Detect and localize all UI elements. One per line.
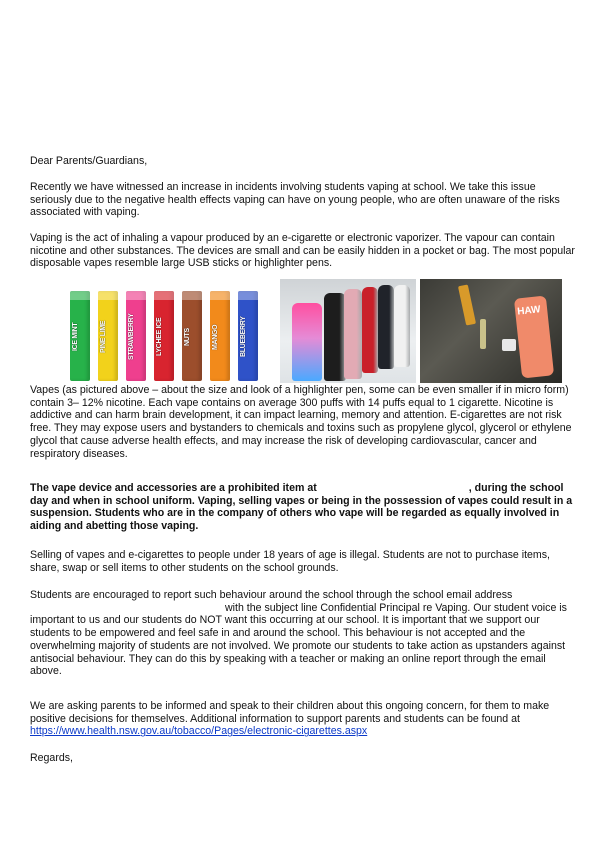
prohibited-text-end: , during the school day and when in school uniform. Vaping, selling vapes or being in the possession of vapes could result in a suspension. Students who are in the company of others who vape will be regarded as equally involved in aiding and abetting those vaping. [30, 482, 573, 533]
paragraph-illegal-sale: Selling of vapes and e-cigarettes to people under 18 years of age is illegal. Students are not to purchase items, share, swap or sell items to other students on the school grounds. [30, 549, 550, 574]
confiscated-vapes-photo [420, 279, 562, 383]
pod-vape [378, 285, 394, 369]
paragraph-prohibited [30, 482, 575, 533]
vape-stick-cap [98, 291, 118, 300]
reporting-text-start: Students are encouraged to report such behaviour around the school through the school email address [30, 589, 513, 601]
paragraph-nicotine-facts: Vapes (as pictured above – about the size and look of a highlighter pen, some can be even smaller if in micro form) contain 3– 12% nicotine. Each vape contains on average 300 puffs with 14 puffs equal to 1 cigarette. Nicotine is addictive and can harm brain development, it can impact learning, memory and attention. E-cigarettes are not risk free. They may expose users and bystanders to chemicals and toxins such as propylene glycol, glycerol or ethylene glycol that cause adverse health effects, and may increase the risk of developing cardiovascular, cancer and respiratory diseases. [30, 384, 572, 460]
vape-stick [154, 291, 174, 381]
vape-brand-label: HAW [516, 304, 542, 318]
paragraph-increase: Recently we have witnessed an increase in incidents involving students vaping at school. We take this issue seriously due to the negative health effects vaping can have on young people, who are often unaware of the risks associated with vaping. [30, 181, 560, 219]
parents-text: We are asking parents to be informed and speak to their children about this ongoing concern, for them to make positive decisions for themselves. Additional information to support parents and students can be found at [30, 700, 550, 725]
vape-stick-label: NUTS [184, 328, 191, 346]
orange-vape-shell [514, 296, 554, 379]
vape-stick [126, 291, 146, 381]
vape-stick-cap [154, 291, 174, 300]
paragraph-parents [30, 700, 575, 738]
pod-vape [292, 303, 322, 381]
pod-vape [394, 285, 410, 367]
pod-vapes-photo [280, 279, 416, 383]
salutation: Dear Parents/Guardians, [30, 155, 148, 167]
vape-stick-label: MANGO [212, 324, 219, 350]
broken-vape-part [458, 284, 476, 325]
paragraph-what-is-vaping: Vaping is the act of inhaling a vapour produced by an e-cigarette or electronic vaporizer. The vapour can contain nicotine and other substances. The devices are small and can be easily hidden in a pocket or bag. The most popular disposable vapes resemble large USB sticks or highlighter pens. [30, 232, 575, 270]
nsw-health-link[interactable]: https://www.health.nsw.gov.au/tobacco/Pages/electronic-cigarettes.aspx [30, 725, 368, 738]
vape-stick-cap [210, 291, 230, 300]
vape-stick [182, 291, 202, 381]
closing: Regards, [30, 752, 73, 764]
vape-stick-label: BLUEBERRY [240, 316, 247, 358]
pod-vape [362, 287, 378, 373]
vape-stick-cap [238, 291, 258, 300]
vape-images [66, 279, 562, 383]
vape-tip [502, 339, 516, 351]
vape-cartridge [480, 319, 486, 349]
pod-vape [324, 293, 346, 381]
vape-stick [210, 291, 230, 381]
disposable-vapes-photo [66, 279, 276, 383]
vape-stick-label: ICE MINT [72, 322, 79, 352]
prohibited-text-start: The vape device and accessories are a prohibited item at [30, 482, 317, 494]
vape-stick [98, 291, 118, 381]
vape-stick-cap [126, 291, 146, 300]
vape-stick-cap [182, 291, 202, 300]
vape-stick [238, 291, 258, 381]
pod-vape [344, 289, 362, 379]
reporting-text-end: with the subject line Confidential Principal re Vaping. Our student voice is important to us and our students do NOT want this occurring at our school. It is important that we support our students to be empowered and feel safe in and around the school. This behaviour is not accepted and the overwhelming majority of students are not involved. We promote our students to take action as upstanders against antisocial behaviour. They can do this by speaking with a teacher or making an online report through the email above. [30, 601, 567, 678]
vape-stick-label: PINE LIME [100, 320, 107, 354]
vape-stick [70, 291, 90, 381]
paragraph-reporting [30, 589, 575, 678]
vape-stick-cap [70, 291, 90, 300]
vape-stick-label: LYCHEE ICE [156, 317, 163, 357]
vape-stick-label: STRAWBERRY [128, 313, 135, 361]
